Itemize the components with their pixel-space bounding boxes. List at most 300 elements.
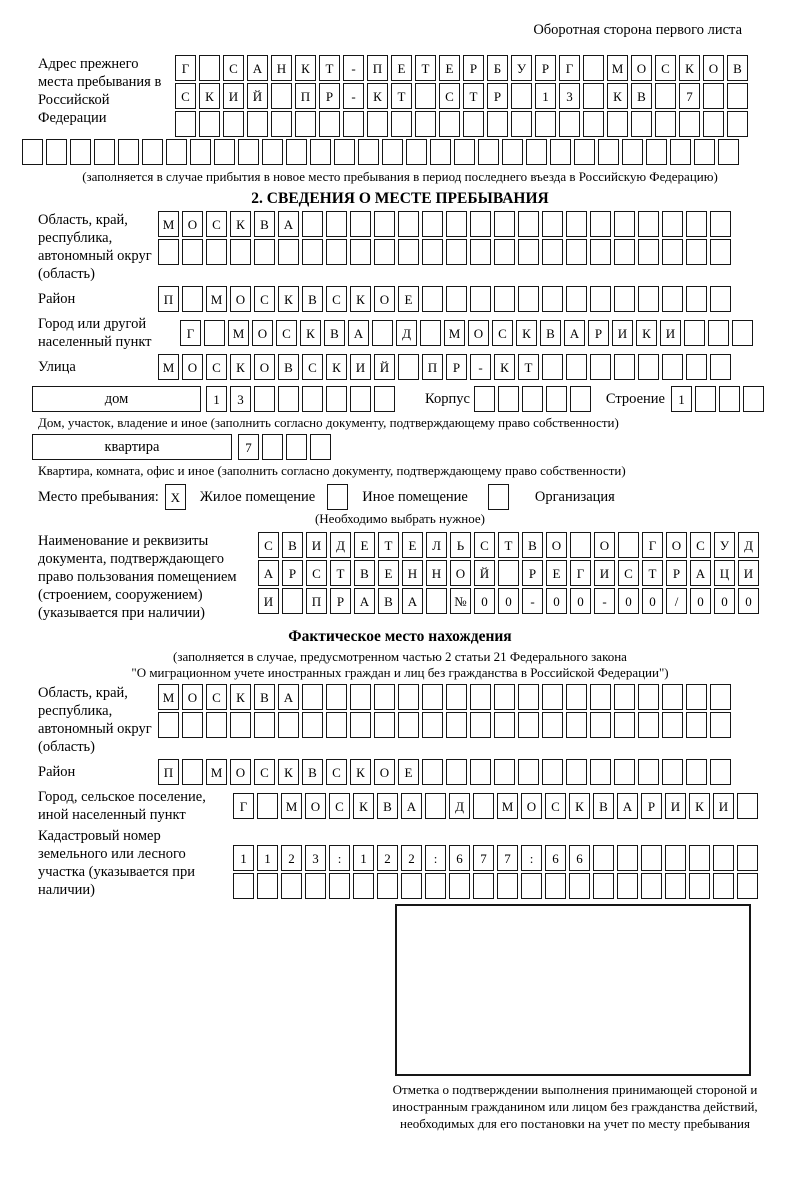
char-cell[interactable] bbox=[732, 320, 753, 346]
char-cell[interactable] bbox=[46, 139, 67, 165]
char-cell[interactable] bbox=[223, 111, 244, 137]
char-cell[interactable]: 7 bbox=[473, 845, 494, 871]
char-cell[interactable]: Е bbox=[398, 286, 419, 312]
char-cell[interactable] bbox=[182, 286, 203, 312]
char-cell[interactable]: Т bbox=[391, 83, 412, 109]
char-cell[interactable]: И bbox=[258, 588, 279, 614]
char-cell[interactable]: С bbox=[206, 684, 227, 710]
char-cell[interactable] bbox=[521, 873, 542, 899]
char-cell[interactable] bbox=[670, 139, 691, 165]
char-cell[interactable]: Т bbox=[415, 55, 436, 81]
char-cell[interactable] bbox=[422, 684, 443, 710]
char-cell[interactable] bbox=[686, 354, 707, 380]
char-cell[interactable] bbox=[230, 239, 251, 265]
char-cell[interactable]: 7 bbox=[497, 845, 518, 871]
char-cell[interactable] bbox=[737, 845, 758, 871]
char-cell[interactable]: - bbox=[594, 588, 615, 614]
char-cell[interactable] bbox=[566, 239, 587, 265]
char-cell[interactable]: М bbox=[158, 354, 179, 380]
char-cell[interactable] bbox=[199, 55, 220, 81]
char-cell[interactable] bbox=[710, 286, 731, 312]
char-cell[interactable] bbox=[522, 386, 543, 412]
char-cell[interactable] bbox=[638, 354, 659, 380]
char-cell[interactable] bbox=[470, 712, 491, 738]
char-cell[interactable]: В bbox=[302, 759, 323, 785]
char-cell[interactable]: И bbox=[223, 83, 244, 109]
char-cell[interactable]: Е bbox=[391, 55, 412, 81]
char-cell[interactable] bbox=[374, 684, 395, 710]
char-cell[interactable] bbox=[566, 211, 587, 237]
char-cell[interactable] bbox=[449, 873, 470, 899]
char-cell[interactable]: А bbox=[348, 320, 369, 346]
char-cell[interactable]: П bbox=[158, 759, 179, 785]
char-cell[interactable]: К bbox=[230, 354, 251, 380]
char-cell[interactable] bbox=[278, 239, 299, 265]
char-cell[interactable]: 1 bbox=[353, 845, 374, 871]
char-cell[interactable]: О bbox=[182, 684, 203, 710]
char-cell[interactable]: Е bbox=[439, 55, 460, 81]
char-cell[interactable] bbox=[446, 684, 467, 710]
char-cell[interactable]: В bbox=[282, 532, 303, 558]
char-cell[interactable] bbox=[737, 873, 758, 899]
char-cell[interactable]: К bbox=[350, 759, 371, 785]
char-cell[interactable]: Г bbox=[233, 793, 254, 819]
char-cell[interactable]: Н bbox=[271, 55, 292, 81]
char-cell[interactable] bbox=[614, 354, 635, 380]
char-cell[interactable] bbox=[182, 712, 203, 738]
char-cell[interactable]: Й bbox=[374, 354, 395, 380]
char-cell[interactable]: 1 bbox=[671, 386, 692, 412]
char-cell[interactable] bbox=[542, 286, 563, 312]
char-cell[interactable] bbox=[350, 239, 371, 265]
char-cell[interactable] bbox=[727, 111, 748, 137]
char-cell[interactable] bbox=[694, 139, 715, 165]
char-cell[interactable] bbox=[679, 111, 700, 137]
char-cell[interactable] bbox=[302, 386, 323, 412]
char-cell[interactable]: Е bbox=[546, 560, 567, 586]
char-cell[interactable] bbox=[535, 111, 556, 137]
char-cell[interactable] bbox=[518, 712, 539, 738]
char-cell[interactable]: У bbox=[714, 532, 735, 558]
char-cell[interactable] bbox=[566, 759, 587, 785]
char-cell[interactable] bbox=[415, 83, 436, 109]
char-cell[interactable] bbox=[655, 83, 676, 109]
char-cell[interactable]: 6 bbox=[449, 845, 470, 871]
char-cell[interactable] bbox=[713, 873, 734, 899]
char-cell[interactable] bbox=[233, 873, 254, 899]
char-cell[interactable] bbox=[710, 239, 731, 265]
char-cell[interactable] bbox=[374, 386, 395, 412]
char-cell[interactable]: В bbox=[377, 793, 398, 819]
char-cell[interactable]: К bbox=[278, 759, 299, 785]
char-cell[interactable] bbox=[446, 239, 467, 265]
char-cell[interactable] bbox=[182, 239, 203, 265]
char-cell[interactable]: К bbox=[689, 793, 710, 819]
char-cell[interactable] bbox=[542, 759, 563, 785]
char-cell[interactable] bbox=[254, 712, 275, 738]
char-cell[interactable] bbox=[703, 83, 724, 109]
char-cell[interactable] bbox=[590, 759, 611, 785]
char-cell[interactable]: П bbox=[367, 55, 388, 81]
char-cell[interactable] bbox=[343, 111, 364, 137]
char-cell[interactable] bbox=[377, 873, 398, 899]
char-cell[interactable] bbox=[422, 712, 443, 738]
char-cell[interactable] bbox=[391, 111, 412, 137]
char-cell[interactable] bbox=[583, 55, 604, 81]
char-cell[interactable]: 3 bbox=[559, 83, 580, 109]
char-cell[interactable] bbox=[638, 712, 659, 738]
char-cell[interactable] bbox=[426, 588, 447, 614]
char-cell[interactable]: С bbox=[492, 320, 513, 346]
char-cell[interactable]: О bbox=[254, 354, 275, 380]
char-cell[interactable]: К bbox=[494, 354, 515, 380]
char-cell[interactable] bbox=[494, 684, 515, 710]
char-cell[interactable] bbox=[420, 320, 441, 346]
char-cell[interactable]: Й bbox=[474, 560, 495, 586]
char-cell[interactable] bbox=[372, 320, 393, 346]
char-cell[interactable]: В bbox=[254, 211, 275, 237]
char-cell[interactable]: 7 bbox=[679, 83, 700, 109]
char-cell[interactable] bbox=[545, 873, 566, 899]
char-cell[interactable]: Е bbox=[402, 532, 423, 558]
char-cell[interactable]: - bbox=[522, 588, 543, 614]
char-cell[interactable]: И bbox=[594, 560, 615, 586]
char-cell[interactable]: С bbox=[326, 759, 347, 785]
char-cell[interactable]: Г bbox=[175, 55, 196, 81]
char-cell[interactable] bbox=[708, 320, 729, 346]
char-cell[interactable]: 0 bbox=[714, 588, 735, 614]
char-cell[interactable]: П bbox=[158, 286, 179, 312]
char-cell[interactable] bbox=[518, 239, 539, 265]
char-cell[interactable]: / bbox=[666, 588, 687, 614]
char-cell[interactable] bbox=[398, 684, 419, 710]
char-cell[interactable] bbox=[518, 286, 539, 312]
char-cell[interactable] bbox=[206, 239, 227, 265]
char-cell[interactable]: Н bbox=[426, 560, 447, 586]
char-cell[interactable] bbox=[326, 712, 347, 738]
char-cell[interactable] bbox=[238, 139, 259, 165]
char-cell[interactable] bbox=[498, 386, 519, 412]
char-cell[interactable] bbox=[175, 111, 196, 137]
char-cell[interactable] bbox=[305, 873, 326, 899]
char-cell[interactable]: К bbox=[367, 83, 388, 109]
char-cell[interactable] bbox=[614, 759, 635, 785]
char-cell[interactable] bbox=[686, 239, 707, 265]
char-cell[interactable]: Д bbox=[396, 320, 417, 346]
char-cell[interactable] bbox=[593, 873, 614, 899]
char-cell[interactable] bbox=[401, 873, 422, 899]
char-cell[interactable] bbox=[583, 83, 604, 109]
char-cell[interactable]: К bbox=[326, 354, 347, 380]
char-cell[interactable]: А bbox=[354, 588, 375, 614]
char-cell[interactable]: В bbox=[631, 83, 652, 109]
char-cell[interactable]: - bbox=[470, 354, 491, 380]
char-cell[interactable] bbox=[570, 532, 591, 558]
char-cell[interactable]: А bbox=[401, 793, 422, 819]
char-cell[interactable] bbox=[590, 286, 611, 312]
char-cell[interactable]: Р bbox=[330, 588, 351, 614]
char-cell[interactable] bbox=[326, 211, 347, 237]
char-cell[interactable]: И bbox=[665, 793, 686, 819]
char-cell[interactable] bbox=[282, 588, 303, 614]
char-cell[interactable] bbox=[662, 211, 683, 237]
char-cell[interactable]: К bbox=[230, 684, 251, 710]
char-cell[interactable] bbox=[398, 211, 419, 237]
char-cell[interactable] bbox=[425, 793, 446, 819]
char-cell[interactable]: К bbox=[278, 286, 299, 312]
char-cell[interactable]: В bbox=[324, 320, 345, 346]
char-cell[interactable] bbox=[566, 684, 587, 710]
char-cell[interactable]: П bbox=[422, 354, 443, 380]
char-cell[interactable]: В bbox=[254, 684, 275, 710]
char-cell[interactable] bbox=[494, 211, 515, 237]
char-cell[interactable] bbox=[710, 759, 731, 785]
char-cell[interactable]: К bbox=[295, 55, 316, 81]
char-cell[interactable] bbox=[638, 211, 659, 237]
char-cell[interactable] bbox=[631, 111, 652, 137]
char-cell[interactable] bbox=[470, 211, 491, 237]
char-cell[interactable]: П bbox=[295, 83, 316, 109]
char-cell[interactable]: С bbox=[329, 793, 350, 819]
char-cell[interactable] bbox=[686, 286, 707, 312]
char-cell[interactable] bbox=[470, 286, 491, 312]
char-cell[interactable] bbox=[511, 83, 532, 109]
char-cell[interactable] bbox=[118, 139, 139, 165]
char-cell[interactable] bbox=[583, 111, 604, 137]
char-cell[interactable] bbox=[542, 211, 563, 237]
char-cell[interactable]: О bbox=[468, 320, 489, 346]
char-cell[interactable]: С bbox=[302, 354, 323, 380]
char-cell[interactable]: М bbox=[206, 286, 227, 312]
char-cell[interactable]: К bbox=[353, 793, 374, 819]
char-cell[interactable] bbox=[22, 139, 43, 165]
char-cell[interactable] bbox=[590, 712, 611, 738]
char-cell[interactable] bbox=[310, 434, 331, 460]
char-cell[interactable] bbox=[302, 239, 323, 265]
char-cell[interactable] bbox=[743, 386, 764, 412]
char-cell[interactable] bbox=[494, 759, 515, 785]
char-cell[interactable]: А bbox=[278, 684, 299, 710]
char-cell[interactable]: О bbox=[631, 55, 652, 81]
char-cell[interactable] bbox=[446, 759, 467, 785]
char-cell[interactable] bbox=[498, 560, 519, 586]
char-cell[interactable]: М bbox=[158, 211, 179, 237]
char-cell[interactable]: 0 bbox=[570, 588, 591, 614]
char-cell[interactable] bbox=[617, 873, 638, 899]
char-cell[interactable] bbox=[638, 239, 659, 265]
char-cell[interactable] bbox=[494, 239, 515, 265]
char-cell[interactable]: Т bbox=[518, 354, 539, 380]
char-cell[interactable] bbox=[350, 386, 371, 412]
char-cell[interactable]: Р bbox=[588, 320, 609, 346]
char-cell[interactable]: В bbox=[278, 354, 299, 380]
char-cell[interactable]: С bbox=[306, 560, 327, 586]
char-cell[interactable]: О bbox=[450, 560, 471, 586]
char-cell[interactable]: С bbox=[258, 532, 279, 558]
char-cell[interactable]: Д bbox=[449, 793, 470, 819]
char-cell[interactable]: С bbox=[326, 286, 347, 312]
char-cell[interactable] bbox=[662, 684, 683, 710]
char-cell[interactable]: С bbox=[655, 55, 676, 81]
char-cell[interactable] bbox=[446, 211, 467, 237]
char-cell[interactable] bbox=[695, 386, 716, 412]
char-cell[interactable] bbox=[546, 386, 567, 412]
char-cell[interactable] bbox=[662, 712, 683, 738]
char-cell[interactable]: Р bbox=[446, 354, 467, 380]
char-cell[interactable] bbox=[439, 111, 460, 137]
char-cell[interactable] bbox=[614, 712, 635, 738]
char-cell[interactable] bbox=[542, 239, 563, 265]
char-cell[interactable]: 6 bbox=[545, 845, 566, 871]
char-cell[interactable] bbox=[566, 712, 587, 738]
char-cell[interactable] bbox=[494, 286, 515, 312]
char-cell[interactable] bbox=[662, 759, 683, 785]
char-cell[interactable] bbox=[488, 484, 509, 510]
char-cell[interactable]: А bbox=[278, 211, 299, 237]
char-cell[interactable]: Р bbox=[522, 560, 543, 586]
char-cell[interactable] bbox=[686, 712, 707, 738]
char-cell[interactable] bbox=[422, 211, 443, 237]
char-cell[interactable] bbox=[689, 845, 710, 871]
char-cell[interactable]: Т bbox=[463, 83, 484, 109]
char-cell[interactable]: М bbox=[607, 55, 628, 81]
char-cell[interactable]: 6 bbox=[569, 845, 590, 871]
char-cell[interactable] bbox=[638, 286, 659, 312]
char-cell[interactable] bbox=[302, 211, 323, 237]
char-cell[interactable] bbox=[278, 386, 299, 412]
char-cell[interactable]: К bbox=[230, 211, 251, 237]
char-cell[interactable] bbox=[684, 320, 705, 346]
char-cell[interactable]: О bbox=[230, 286, 251, 312]
char-cell[interactable] bbox=[574, 139, 595, 165]
char-cell[interactable]: А bbox=[564, 320, 585, 346]
char-cell[interactable] bbox=[158, 239, 179, 265]
char-cell[interactable]: Р bbox=[319, 83, 340, 109]
char-cell[interactable]: Г bbox=[570, 560, 591, 586]
char-cell[interactable] bbox=[655, 111, 676, 137]
char-cell[interactable] bbox=[566, 354, 587, 380]
char-cell[interactable]: Т bbox=[330, 560, 351, 586]
char-cell[interactable]: А bbox=[258, 560, 279, 586]
char-cell[interactable] bbox=[350, 211, 371, 237]
char-cell[interactable]: О bbox=[305, 793, 326, 819]
char-cell[interactable] bbox=[593, 845, 614, 871]
char-cell[interactable] bbox=[446, 712, 467, 738]
char-cell[interactable]: Е bbox=[354, 532, 375, 558]
char-cell[interactable]: 0 bbox=[498, 588, 519, 614]
char-cell[interactable]: Р bbox=[487, 83, 508, 109]
char-cell[interactable] bbox=[271, 83, 292, 109]
char-cell[interactable]: А bbox=[690, 560, 711, 586]
char-cell[interactable]: И bbox=[612, 320, 633, 346]
char-cell[interactable]: В bbox=[354, 560, 375, 586]
char-cell[interactable] bbox=[257, 873, 278, 899]
char-cell[interactable]: 0 bbox=[738, 588, 759, 614]
char-cell[interactable]: О bbox=[374, 286, 395, 312]
char-cell[interactable]: Р bbox=[282, 560, 303, 586]
char-cell[interactable]: К bbox=[350, 286, 371, 312]
char-cell[interactable]: : bbox=[329, 845, 350, 871]
char-cell[interactable]: М bbox=[206, 759, 227, 785]
char-cell[interactable] bbox=[230, 712, 251, 738]
char-cell[interactable] bbox=[617, 845, 638, 871]
char-cell[interactable]: 1 bbox=[206, 386, 227, 412]
char-cell[interactable]: К bbox=[516, 320, 537, 346]
char-cell[interactable]: О bbox=[182, 354, 203, 380]
char-cell[interactable]: 0 bbox=[474, 588, 495, 614]
char-cell[interactable] bbox=[590, 239, 611, 265]
char-cell[interactable]: О bbox=[252, 320, 273, 346]
char-cell[interactable]: С bbox=[175, 83, 196, 109]
char-cell[interactable]: Т bbox=[642, 560, 663, 586]
char-cell[interactable] bbox=[214, 139, 235, 165]
char-cell[interactable] bbox=[158, 712, 179, 738]
char-cell[interactable]: Г bbox=[642, 532, 663, 558]
char-cell[interactable] bbox=[326, 684, 347, 710]
char-cell[interactable] bbox=[334, 139, 355, 165]
char-cell[interactable]: Л bbox=[426, 532, 447, 558]
char-cell[interactable] bbox=[518, 759, 539, 785]
char-cell[interactable] bbox=[473, 793, 494, 819]
char-cell[interactable] bbox=[710, 354, 731, 380]
char-cell[interactable] bbox=[718, 139, 739, 165]
char-cell[interactable]: 0 bbox=[642, 588, 663, 614]
char-cell[interactable]: О bbox=[594, 532, 615, 558]
char-cell[interactable]: О bbox=[666, 532, 687, 558]
char-cell[interactable] bbox=[166, 139, 187, 165]
char-cell[interactable] bbox=[703, 111, 724, 137]
char-cell[interactable] bbox=[430, 139, 451, 165]
char-cell[interactable]: И bbox=[713, 793, 734, 819]
char-cell[interactable]: 0 bbox=[546, 588, 567, 614]
char-cell[interactable] bbox=[641, 845, 662, 871]
char-cell[interactable]: С bbox=[206, 354, 227, 380]
char-cell[interactable]: М bbox=[281, 793, 302, 819]
char-cell[interactable] bbox=[310, 139, 331, 165]
char-cell[interactable] bbox=[190, 139, 211, 165]
char-cell[interactable] bbox=[142, 139, 163, 165]
char-cell[interactable]: 0 bbox=[618, 588, 639, 614]
char-cell[interactable] bbox=[326, 386, 347, 412]
char-cell[interactable] bbox=[614, 239, 635, 265]
char-cell[interactable]: Д bbox=[330, 532, 351, 558]
char-cell[interactable]: 2 bbox=[377, 845, 398, 871]
char-cell[interactable]: С bbox=[254, 286, 275, 312]
char-cell[interactable]: В bbox=[302, 286, 323, 312]
char-cell[interactable]: С bbox=[254, 759, 275, 785]
char-cell[interactable]: В bbox=[593, 793, 614, 819]
char-cell[interactable] bbox=[425, 873, 446, 899]
char-cell[interactable]: Е bbox=[398, 759, 419, 785]
char-cell[interactable] bbox=[737, 793, 758, 819]
char-cell[interactable] bbox=[374, 239, 395, 265]
char-cell[interactable] bbox=[374, 712, 395, 738]
char-cell[interactable] bbox=[618, 532, 639, 558]
char-cell[interactable] bbox=[559, 111, 580, 137]
char-cell[interactable]: А bbox=[402, 588, 423, 614]
char-cell[interactable] bbox=[350, 712, 371, 738]
char-cell[interactable]: 1 bbox=[535, 83, 556, 109]
char-cell[interactable]: С bbox=[545, 793, 566, 819]
char-cell[interactable] bbox=[327, 484, 348, 510]
char-cell[interactable] bbox=[262, 434, 283, 460]
char-cell[interactable] bbox=[598, 139, 619, 165]
char-cell[interactable]: Г bbox=[559, 55, 580, 81]
char-cell[interactable] bbox=[542, 354, 563, 380]
char-cell[interactable] bbox=[382, 139, 403, 165]
char-cell[interactable] bbox=[622, 139, 643, 165]
char-cell[interactable] bbox=[665, 845, 686, 871]
